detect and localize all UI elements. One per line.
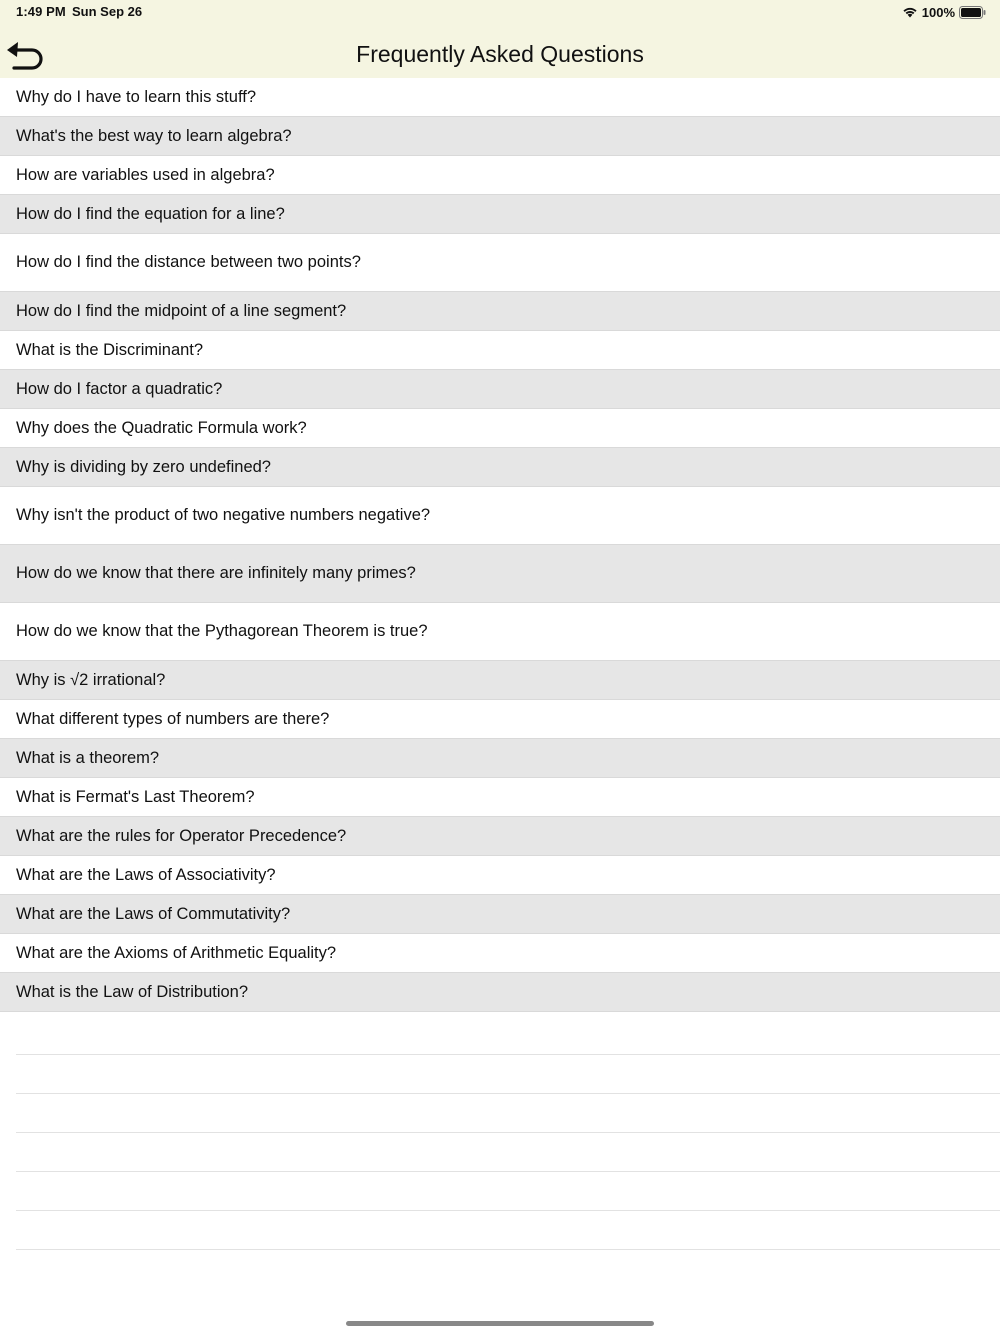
- faq-item[interactable]: [0, 603, 1000, 661]
- empty-row-separator: [16, 1171, 1000, 1172]
- battery-percent: 100%: [921, 4, 955, 20]
- faq-item[interactable]: [0, 973, 1000, 1012]
- page-title: Frequently Asked Questions: [356, 41, 644, 67]
- faq-item-label: What is a theorem?: [16, 748, 160, 767]
- faq-item-label: How do we know that there are infinitely many primes?: [16, 564, 416, 582]
- faq-item-label: How are variables used in algebra?: [16, 165, 275, 184]
- faq-item[interactable]: [0, 487, 1000, 545]
- faq-item[interactable]: [0, 117, 1000, 156]
- faq-item[interactable]: [0, 292, 1000, 331]
- faq-item-label: Why is dividing by zero undefined?: [16, 457, 271, 476]
- faq-item-label: How do we know that the Pythagorean Theorem is true?: [16, 622, 428, 640]
- faq-item[interactable]: [0, 778, 1000, 817]
- faq-item-label: What different types of numbers are there?: [16, 709, 330, 728]
- faq-item[interactable]: [0, 700, 1000, 739]
- battery-icon: [959, 6, 986, 19]
- faq-item[interactable]: [0, 156, 1000, 195]
- status-date: Sun Sep 26: [72, 4, 143, 19]
- faq-item-label: What is Fermat's Last Theorem?: [16, 787, 255, 806]
- faq-item-label: How do I find the midpoint of a line segment?: [16, 301, 347, 320]
- faq-item[interactable]: [0, 195, 1000, 234]
- faq-item[interactable]: [0, 895, 1000, 934]
- faq-item-label: What is the Discriminant?: [16, 340, 204, 359]
- faq-item-label: What's the best way to learn algebra?: [16, 126, 292, 145]
- faq-item-label: What are the rules for Operator Precedence?: [16, 826, 347, 845]
- faq-item-label: How do I factor a quadratic?: [16, 379, 223, 398]
- status-time: 1:49 PM: [16, 4, 66, 19]
- faq-item-label: What are the Laws of Commutativity?: [16, 904, 291, 923]
- faq-item-label: What is the Law of Distribution?: [16, 982, 249, 1001]
- faq-item[interactable]: [0, 856, 1000, 895]
- empty-row-separator: [16, 1210, 1000, 1211]
- home-indicator[interactable]: [346, 1321, 654, 1326]
- faq-item-label: How do I find the equation for a line?: [16, 204, 285, 223]
- faq-item[interactable]: [0, 545, 1000, 603]
- faq-item[interactable]: [0, 661, 1000, 700]
- faq-item[interactable]: [0, 817, 1000, 856]
- empty-row-separator: [16, 1249, 1000, 1250]
- faq-item[interactable]: [0, 234, 1000, 292]
- faq-item[interactable]: [0, 370, 1000, 409]
- empty-row-separator: [16, 1132, 1000, 1133]
- faq-item-label: Why isn't the product of two negative numbers negative?: [16, 506, 431, 524]
- empty-row-separator: [16, 1093, 1000, 1094]
- faq-item-label: Why do I have to learn this stuff?: [16, 87, 256, 106]
- faq-item[interactable]: [0, 409, 1000, 448]
- faq-item[interactable]: [0, 448, 1000, 487]
- status-indicators: [902, 3, 986, 21]
- faq-item[interactable]: [0, 934, 1000, 973]
- faq-item-label: What are the Axioms of Arithmetic Equality?: [16, 943, 337, 962]
- faq-item-label: Why does the Quadratic Formula work?: [16, 418, 307, 437]
- faq-item[interactable]: [0, 331, 1000, 370]
- faq-item[interactable]: [0, 739, 1000, 778]
- navigation-bar: [0, 0, 1000, 78]
- faq-item-label: Why is √2 irrational?: [16, 670, 166, 689]
- faq-item-label: What are the Laws of Associativity?: [16, 865, 276, 884]
- empty-row-separator: [16, 1054, 1000, 1055]
- wifi-icon: [902, 6, 918, 18]
- faq-item[interactable]: [0, 78, 1000, 117]
- faq-item-label: How do I find the distance between two points?: [16, 253, 361, 271]
